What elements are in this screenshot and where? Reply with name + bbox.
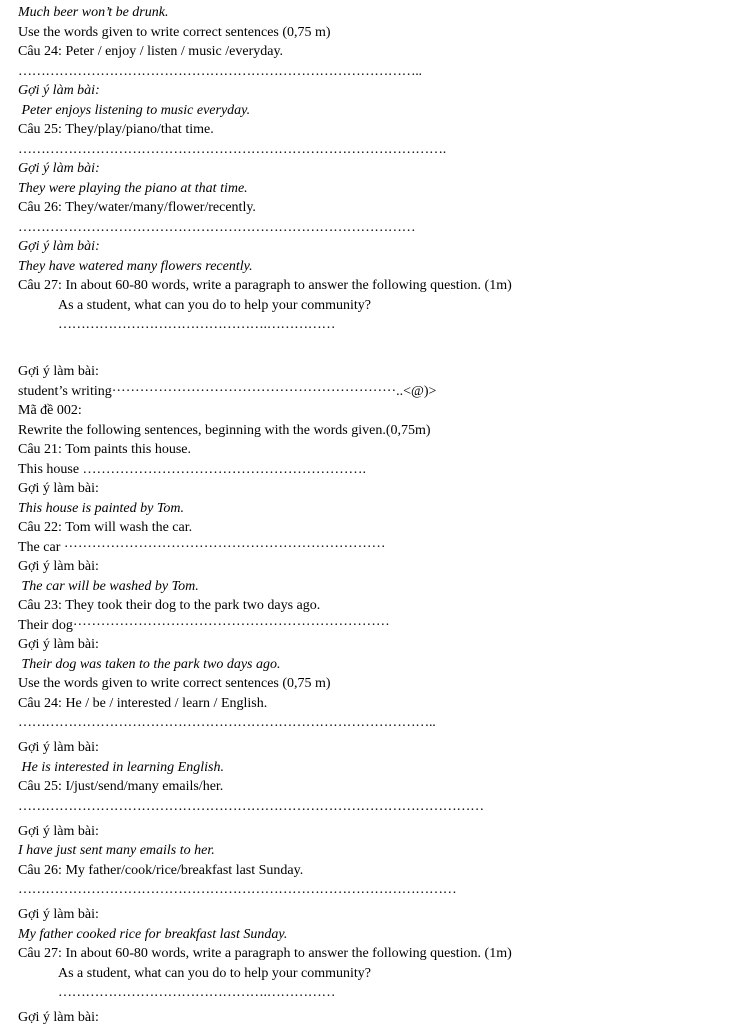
document-line: …………………………………………………………………………………………: [18, 798, 484, 814]
document-line: The car ·····································································: [18, 539, 386, 555]
document-line: Gợi ý làm bài:: [18, 364, 99, 379]
document-line: Câu 21: Tom paints this house.: [18, 442, 191, 457]
document-line: Use the words given to write correct sentences (0,75 m): [18, 676, 331, 691]
document-line: Câu 25: They/play/piano/that time.: [18, 122, 214, 137]
document-line: Câu 26: They/water/many/flower/recently.: [18, 200, 256, 215]
document-line: Use the words given to write correct sentences (0,75 m): [18, 24, 331, 40]
document-body: [18, 3, 733, 1028]
document-line: ………………………………………………………………………………..: [18, 715, 436, 730]
document-line: Gợi ý làm bài:: [18, 1010, 99, 1025]
document-line: Câu 24: He / be / interested / learn / English.: [18, 695, 268, 711]
document-line: ……………………………………………………………………………………: [18, 882, 457, 897]
document-line: As a student, what can you do to help your community?: [58, 297, 371, 313]
document-line: ……………………………………….……………: [58, 317, 336, 332]
document-line: Câu 22: Tom will wash the car.: [18, 520, 193, 535]
document-line: Câu 24: Peter / enjoy / listen / music /everyday.: [18, 44, 284, 59]
document-line: This house is painted by Tom.: [18, 500, 184, 516]
document-line: Gợi ý làm bài:: [18, 161, 100, 176]
document-line: ……………………………………….……………: [58, 985, 336, 1000]
document-line: student’s writing·····························································..<@)>: [18, 383, 437, 399]
document-line: The car will be washed by Tom.: [18, 578, 199, 594]
document-line: They were playing the piano at that time.: [18, 180, 248, 196]
document-line: Gợi ý làm bài:: [18, 559, 99, 574]
document-line: Their dog was taken to the park two days ago.: [18, 656, 281, 672]
document-line: My father cooked rice for breakfast last Sunday.: [18, 926, 288, 942]
document-line: They have watered many flowers recently.: [18, 258, 253, 274]
document-line: Much beer won’t be drunk.: [18, 5, 169, 20]
document-line: Câu 23: They took their dog to the park two days ago.: [18, 598, 321, 613]
document-line: Peter enjoys listening to music everyday.: [18, 102, 251, 118]
document-line: Gợi ý làm bài:: [18, 637, 99, 652]
document-line: Gợi ý làm bài:: [18, 83, 100, 98]
blank-line: [18, 340, 733, 362]
document-line: As a student, what can you do to help your community?: [58, 965, 371, 981]
document-line: Câu 27: In about 60-80 words, write a paragraph to answer the following question. (1m): [18, 946, 512, 961]
document-line: Gợi ý làm bài:: [18, 907, 99, 922]
document-line: Gợi ý làm bài:: [18, 823, 99, 839]
document-line: I have just sent many emails to her.: [18, 843, 215, 858]
document-line: Rewrite the following sentences, beginning with the words given.(0,75m): [18, 422, 431, 438]
document-line: Mã đề 002:: [18, 403, 82, 418]
document-line: ……………………………………………………………………………: [18, 219, 416, 235]
document-line: ………………………………………………………………………………….: [18, 141, 446, 157]
document-line: He is interested in learning English.: [18, 759, 224, 775]
document-line: Câu 27: In about 60-80 words, write a paragraph to answer the following question. (1m): [18, 278, 512, 293]
document-line: ……………………………………………………………………………..: [18, 63, 422, 79]
document-line: Câu 26: My father/cook/rice/breakfast last Sunday.: [18, 862, 304, 878]
document-line: Their dog····································································: [18, 617, 390, 633]
document-line: This house …………………………………………………….: [18, 461, 367, 477]
document-line: Gợi ý làm bài:: [18, 740, 99, 755]
document-line: Gợi ý làm bài:: [18, 239, 100, 254]
document-line: Gợi ý làm bài:: [18, 481, 99, 496]
document-line: Câu 25: I/just/send/many emails/her.: [18, 779, 224, 794]
